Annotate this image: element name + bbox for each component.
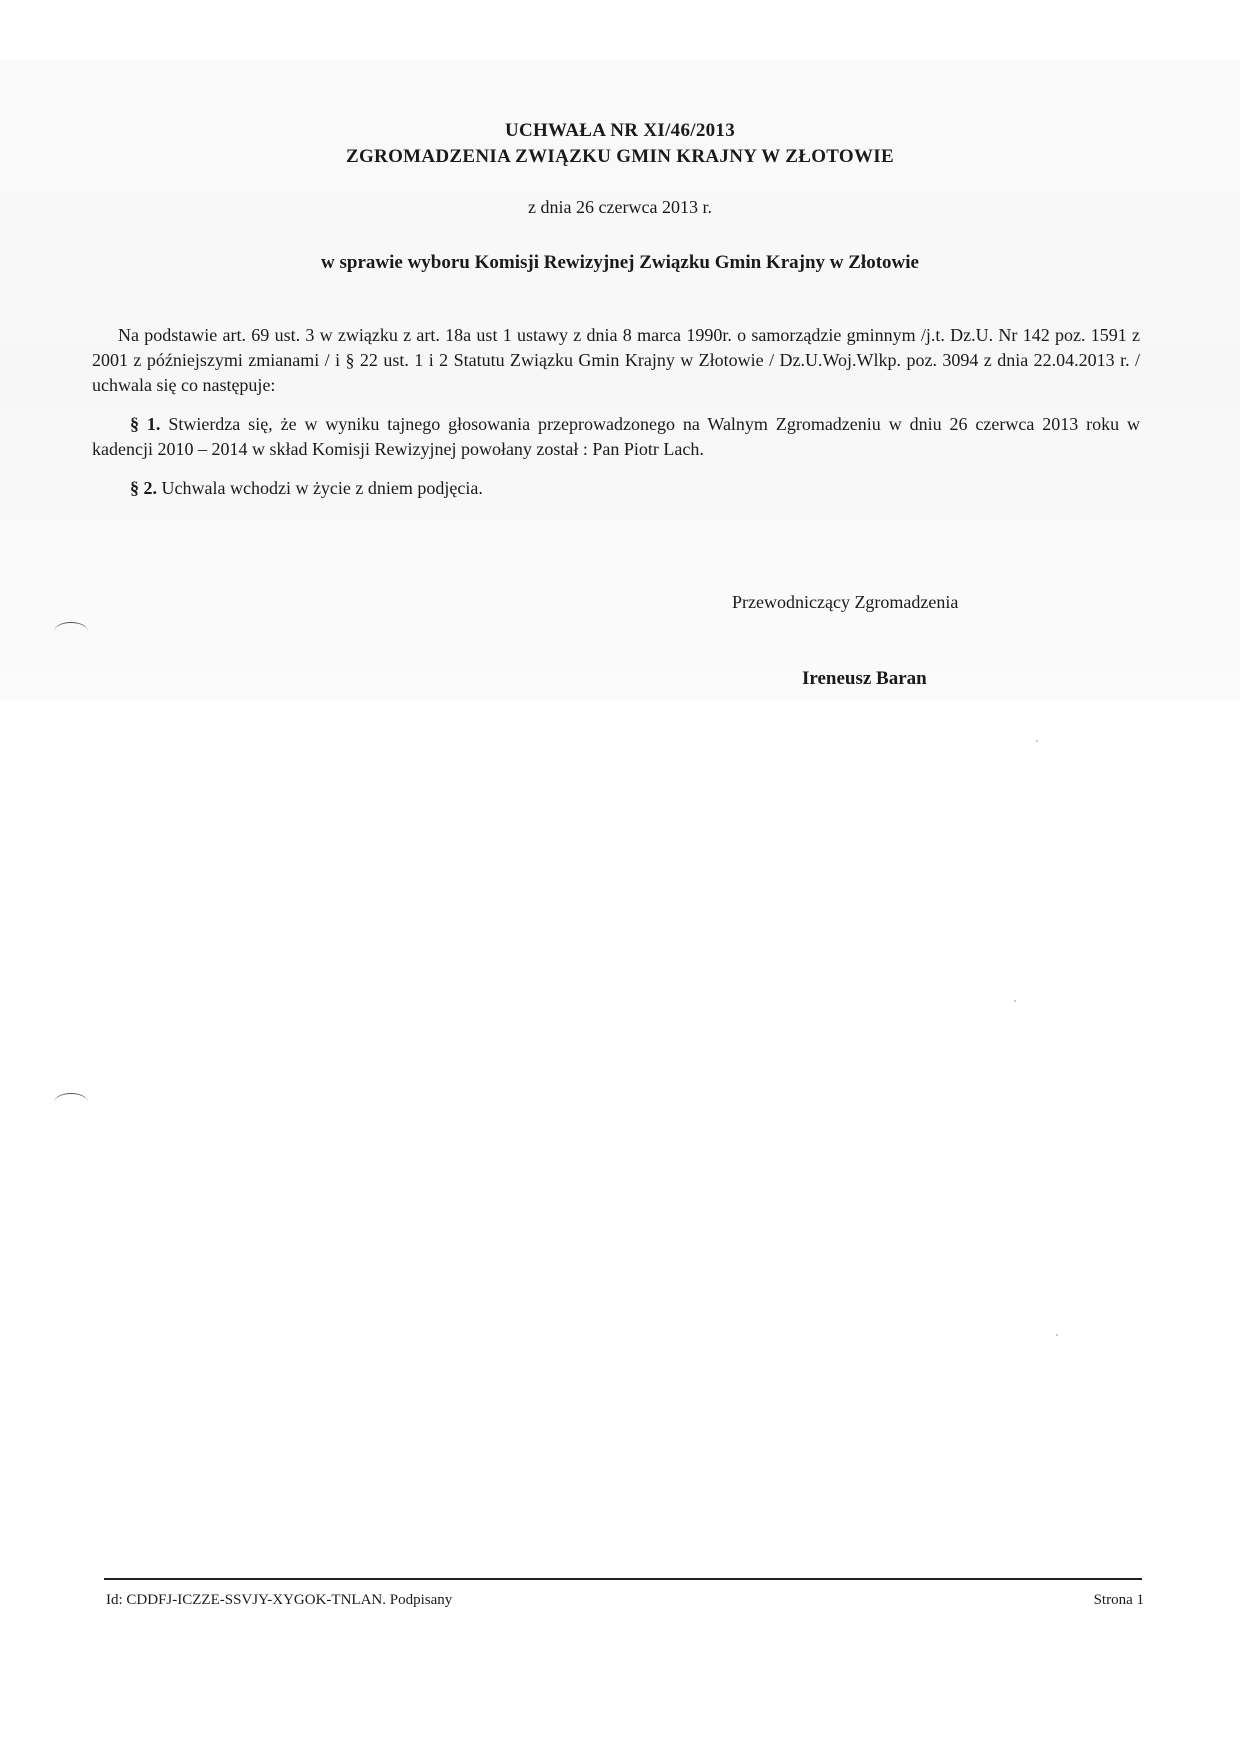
issuing-body-title: ZGROMADZENIA ZWIĄZKU GMIN KRAJNY W ZŁOTOWIE (346, 146, 894, 167)
signer-name: Ireneusz Baran (802, 668, 927, 689)
footer-page-number: Strona 1 (1093, 1592, 1144, 1608)
scan-speck (1036, 740, 1038, 742)
footer-document-id: Id: CDDFJ-ICZZE-SSVJY-XYGOK-TNLAN. Podpisany (106, 1592, 453, 1608)
paragraph-1-number: § 1. (130, 414, 161, 434)
paragraph-2 (92, 476, 1140, 501)
resolution-subject: w sprawie wyboru Komisji Rewizyjnej Związku Gmin Krajny w Złotowie (321, 252, 919, 273)
resolution-date: z dnia 26 czerwca 2013 r. (528, 197, 712, 217)
footer-divider (104, 1578, 1142, 1580)
signer-role: Przewodniczący Zgromadzenia (732, 592, 959, 612)
paragraph-1 (92, 412, 1140, 462)
punch-hole-mark (54, 622, 88, 641)
punch-hole-mark (54, 1093, 88, 1112)
resolution-number-title: UCHWAŁA NR XI/46/2013 (504, 120, 736, 141)
legal-basis-paragraph: Na podstawie art. 69 ust. 3 w związku z art. 18a ust 1 ustawy z dnia 8 marca 1990r. o samorządzie gminnym /j.t. Dz.U. Nr 142 poz. 1591 z 2001 z późniejszymi zmianami / i § 22 ust. 1 i 2 Statutu Związku Gmin Krajny w Złotowie / Dz.U.Woj.Wlkp. poz. 3094 z dnia 22.04.2013 r. / uchwala się co następuje: (92, 325, 1140, 395)
scan-speck (1056, 1334, 1058, 1336)
paragraph-1-text: Stwierdza się, że w wyniku tajnego głosowania przeprowadzonego na Walnym Zgromadzeniu w dniu 26 czerwca 2013 roku w kadencji 2010 – 2014 w skład Komisji Rewizyjnej powołany został : Pan Piotr Lach. (92, 414, 1141, 459)
paragraph-2-number: § 2. (130, 478, 157, 498)
scan-speck (1014, 1000, 1016, 1002)
paragraph-2-text: Uchwala wchodzi w życie z dniem podjęcia. (161, 478, 483, 498)
